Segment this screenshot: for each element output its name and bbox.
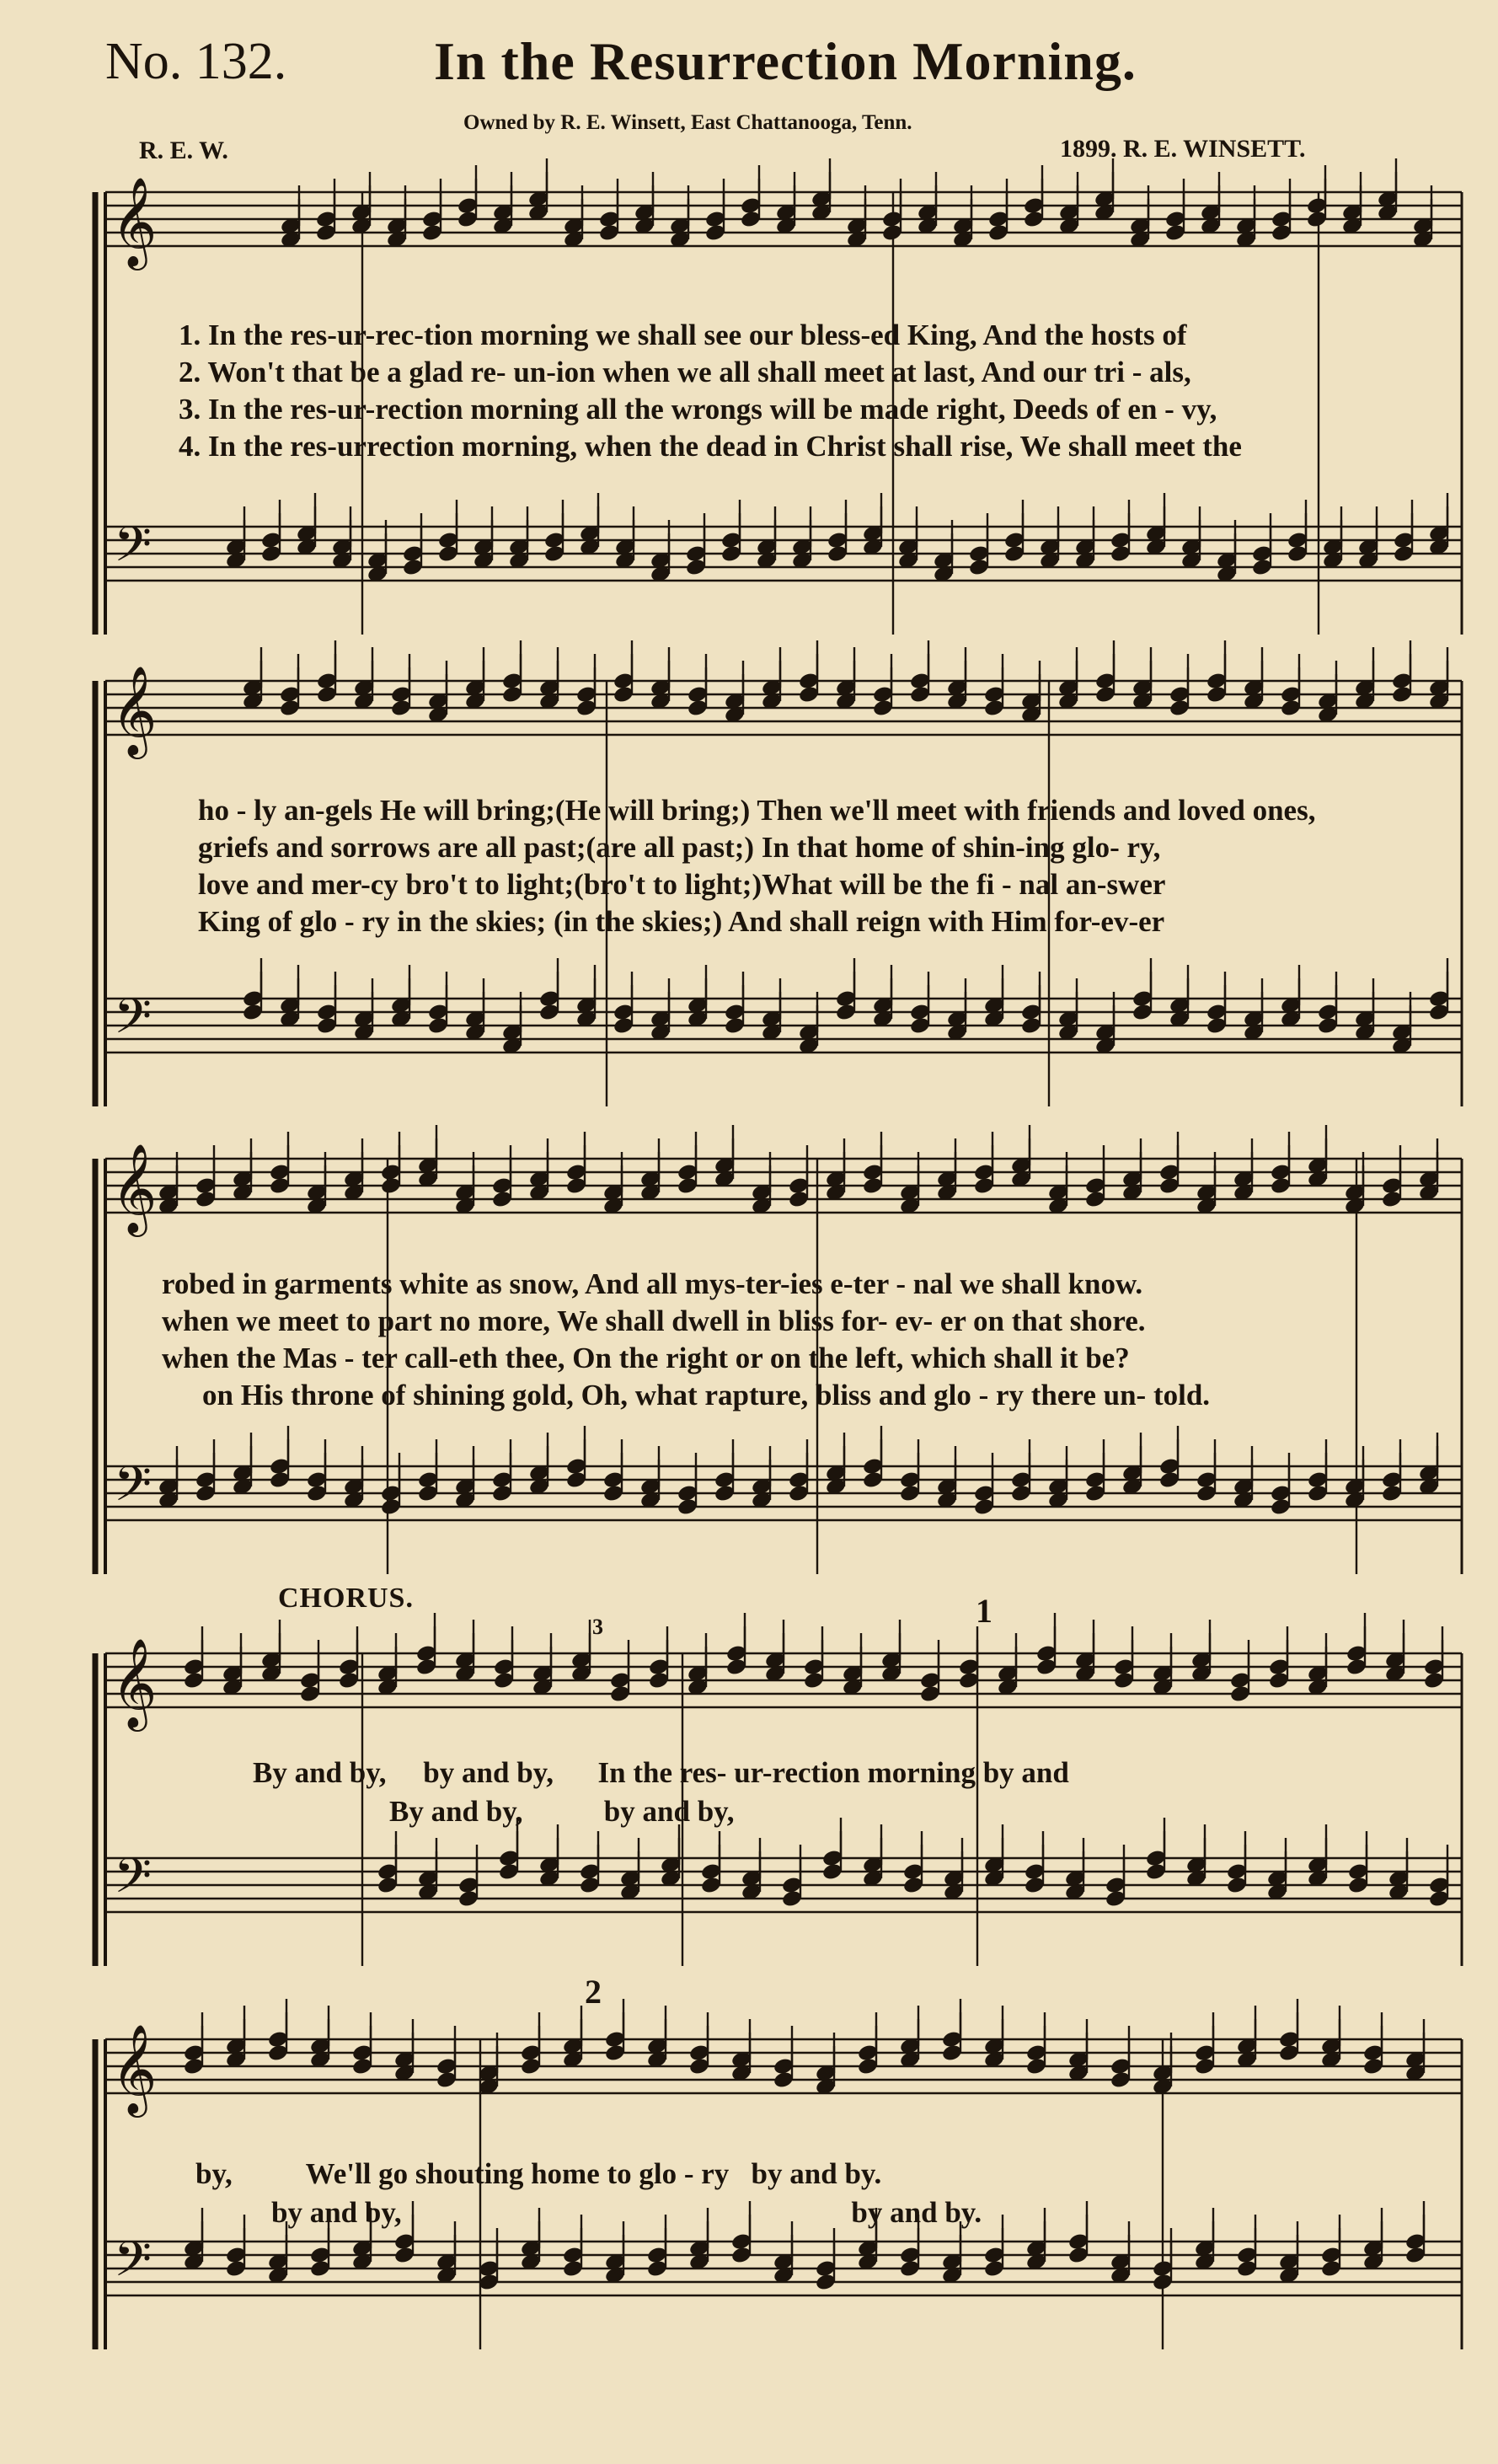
hymn-title: In the Resurrection Morning. [434, 31, 1137, 91]
svg-text:𝄞: 𝄞 [111, 1637, 158, 1727]
chorus-treble-line-2: by, We'll go shouting home to glo - ry by and by. [195, 2157, 882, 2190]
verse-2-line-2: griefs and sorrows are all past;(are all past;) In that home of shin-ing glo- ry, [198, 831, 1161, 864]
verse-4-line-1: 4. In the res-urrection morning, when the dead in Christ shall rise, We shall meet the [179, 430, 1242, 463]
svg-text:𝄞: 𝄞 [111, 1143, 158, 1233]
chorus-treble-line-1: By and by, by and by, In the res- ur-rection morning by and [253, 1756, 1069, 1789]
svg-text:𝄞: 𝄞 [111, 665, 158, 755]
verse-2-line-1: 2. Won't that be a glad re- un-ion when we all shall meet at last, And our tri - als, [179, 356, 1191, 388]
triplet-mark: 3 [592, 1615, 603, 1639]
verse-3-line-2: love and mer-cy bro't to light;(bro't to light;)What will be the fi - nal an-swer [198, 868, 1166, 901]
svg-text:𝄢: 𝄢 [114, 1455, 152, 1524]
verse-1-line-3: robed in garments white as snow, And all mys-ter-ies e-ter - nal we shall know. [162, 1267, 1143, 1300]
verse-4-line-3: on His throne of shining gold, Oh, what rapture, bliss and glo - ry there un- told. [202, 1379, 1211, 1411]
svg-text:𝄞: 𝄞 [111, 2023, 158, 2113]
words-author: R. E. W. [139, 137, 228, 164]
verse-3-line-3: when the Mas - ter call-eth thee, On the right or on the left, which shall it be? [162, 1342, 1130, 1374]
verse-1-line-2: ho - ly an-gels He will bring;(He will bring;) Then we'll meet with friends and loved ones, [198, 794, 1316, 827]
owner-note: Owned by R. E. Winsett, East Chattanooga, Tenn. [463, 111, 912, 134]
music-credit: 1899. R. E. WINSETT. [1060, 135, 1306, 163]
svg-text:𝄞: 𝄞 [111, 176, 158, 266]
svg-text:𝄢: 𝄢 [114, 516, 152, 585]
chorus-label: CHORUS. [278, 1583, 414, 1614]
verse-2-line-3: when we meet to part no more, We shall dwell in bliss for- ev- er on that shore. [162, 1304, 1146, 1337]
first-ending-mark: 1 [976, 1592, 992, 1630]
chorus-bass-line-1: By and by, by and by, [389, 1795, 735, 1828]
verse-3-line-1: 3. In the res-ur-rection morning all the wrongs will be made right, Deeds of en - vy, [179, 393, 1217, 426]
svg-text:𝄢: 𝄢 [114, 1847, 152, 1916]
svg-text:𝄢: 𝄢 [114, 2231, 152, 2300]
hymn-number: No. 132. [105, 33, 287, 90]
verse-1-line-1: 1. In the res-ur-rec-tion morning we shall see our bless-ed King, And the hosts of [179, 319, 1187, 351]
chorus-bass-line-2: by and by, by and by. [271, 2196, 982, 2229]
second-ending-mark: 2 [585, 1973, 602, 2011]
svg-text:𝄢: 𝄢 [114, 988, 152, 1057]
verse-4-line-2: King of glo - ry in the skies; (in the skies;) And shall reign with Him for-ev-er [198, 905, 1165, 938]
